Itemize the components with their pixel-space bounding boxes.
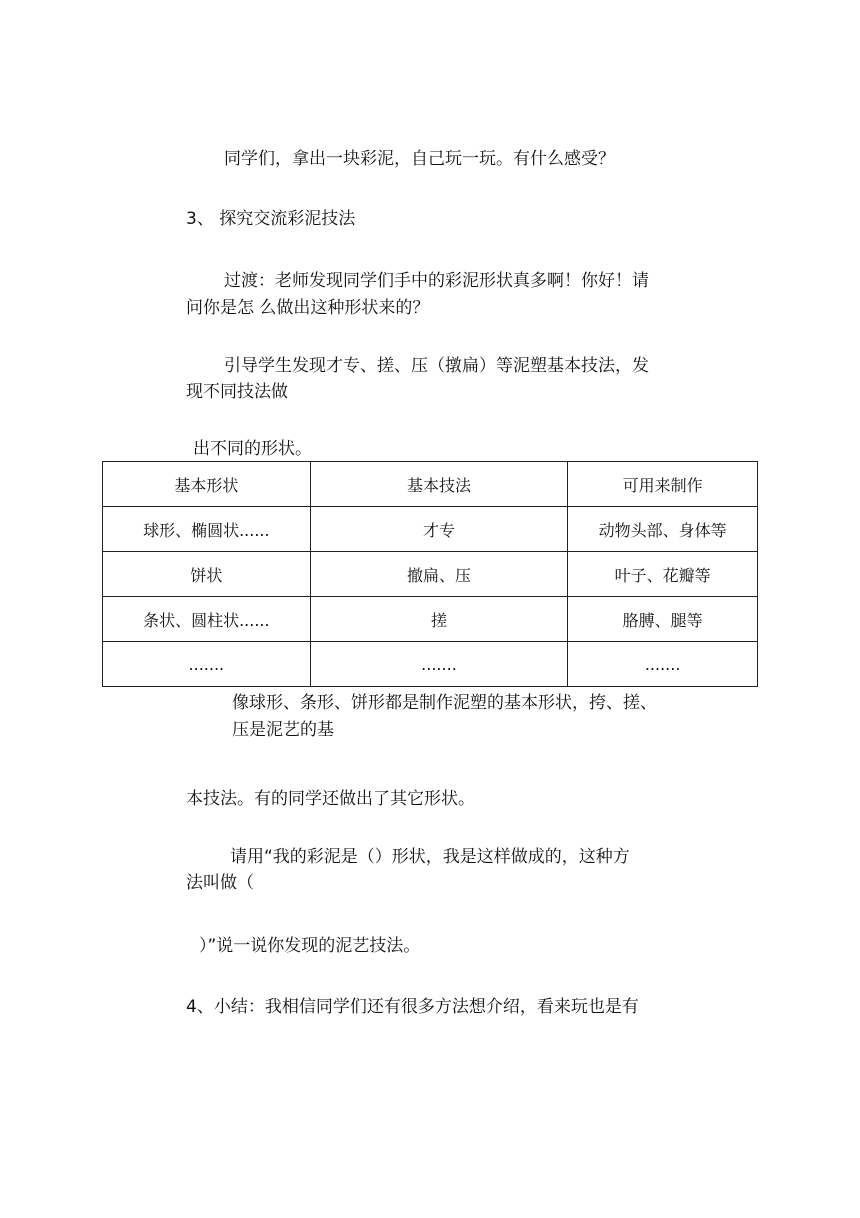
table-row (103, 642, 758, 687)
table-cell: 球形、椭圆状...... (103, 507, 311, 552)
table-header-row (103, 462, 758, 507)
table-cell: 饼状 (103, 552, 311, 597)
paragraph-guide-line2: 现不同技法做 (186, 382, 288, 402)
table-cell: 撤扁、压 (310, 552, 568, 597)
paragraph-intro: 同学们，拿出一块彩泥，自己玩一玩。有什么感受？ (224, 149, 615, 169)
table-cell: ....... (568, 642, 758, 687)
paragraph-summary-line2: 压是泥艺的基 (232, 720, 334, 740)
table-cell: 动物头部、身体等 (568, 507, 758, 552)
table-cell: ....... (103, 642, 311, 687)
paragraph-techniques: 本技法。有的同学还做出了其它形状。 (186, 789, 475, 809)
paragraph-prompt-line2: 法叫做（ (186, 873, 254, 893)
table-header-cell: 基本形状 (103, 462, 311, 507)
table-cell: 条状、圆柱状...... (103, 597, 311, 642)
paragraph-transition-line2: 问你是怎 么做出这种形状来的？ (186, 298, 430, 318)
paragraph-guide-line1: 引导学生发现才专、搓、压（撴扁）等泥塑基本技法，发 (224, 356, 649, 376)
section-heading-3: 3、 探究交流彩泥技法 (186, 209, 356, 229)
table-header-cell: 基本技法 (310, 462, 568, 507)
table-row (103, 552, 758, 597)
shapes-techniques-table (102, 461, 758, 687)
table-cell: 胳膊、腿等 (568, 597, 758, 642)
table-cell: 叶子、花瓣等 (568, 552, 758, 597)
table-cell: 才专 (310, 507, 568, 552)
paragraph-prompt-end: ）”说一说你发现的泥艺技法。 (199, 936, 421, 956)
table-row (103, 507, 758, 552)
table-cell: ....... (310, 642, 568, 687)
section-heading-4: 4、小结：我相信同学们还有很多方法想介绍，看来玩也是有 (186, 997, 639, 1017)
table-cell: 搓 (310, 597, 568, 642)
paragraph-shapes: 出不同的形状。 (193, 439, 312, 459)
table-header-cell: 可用来制作 (568, 462, 758, 507)
paragraph-prompt-line1: 请用“我的彩泥是（）形状，我是这样做成的，这种方 (230, 847, 630, 867)
table-row (103, 597, 758, 642)
paragraph-summary-line1: 像球形、条形、饼形都是制作泥塑的基本形状，挎、搓、 (232, 693, 657, 713)
paragraph-transition-line1: 过渡：老师发现同学们手中的彩泥形状真多啊！你好！请 (224, 271, 649, 291)
